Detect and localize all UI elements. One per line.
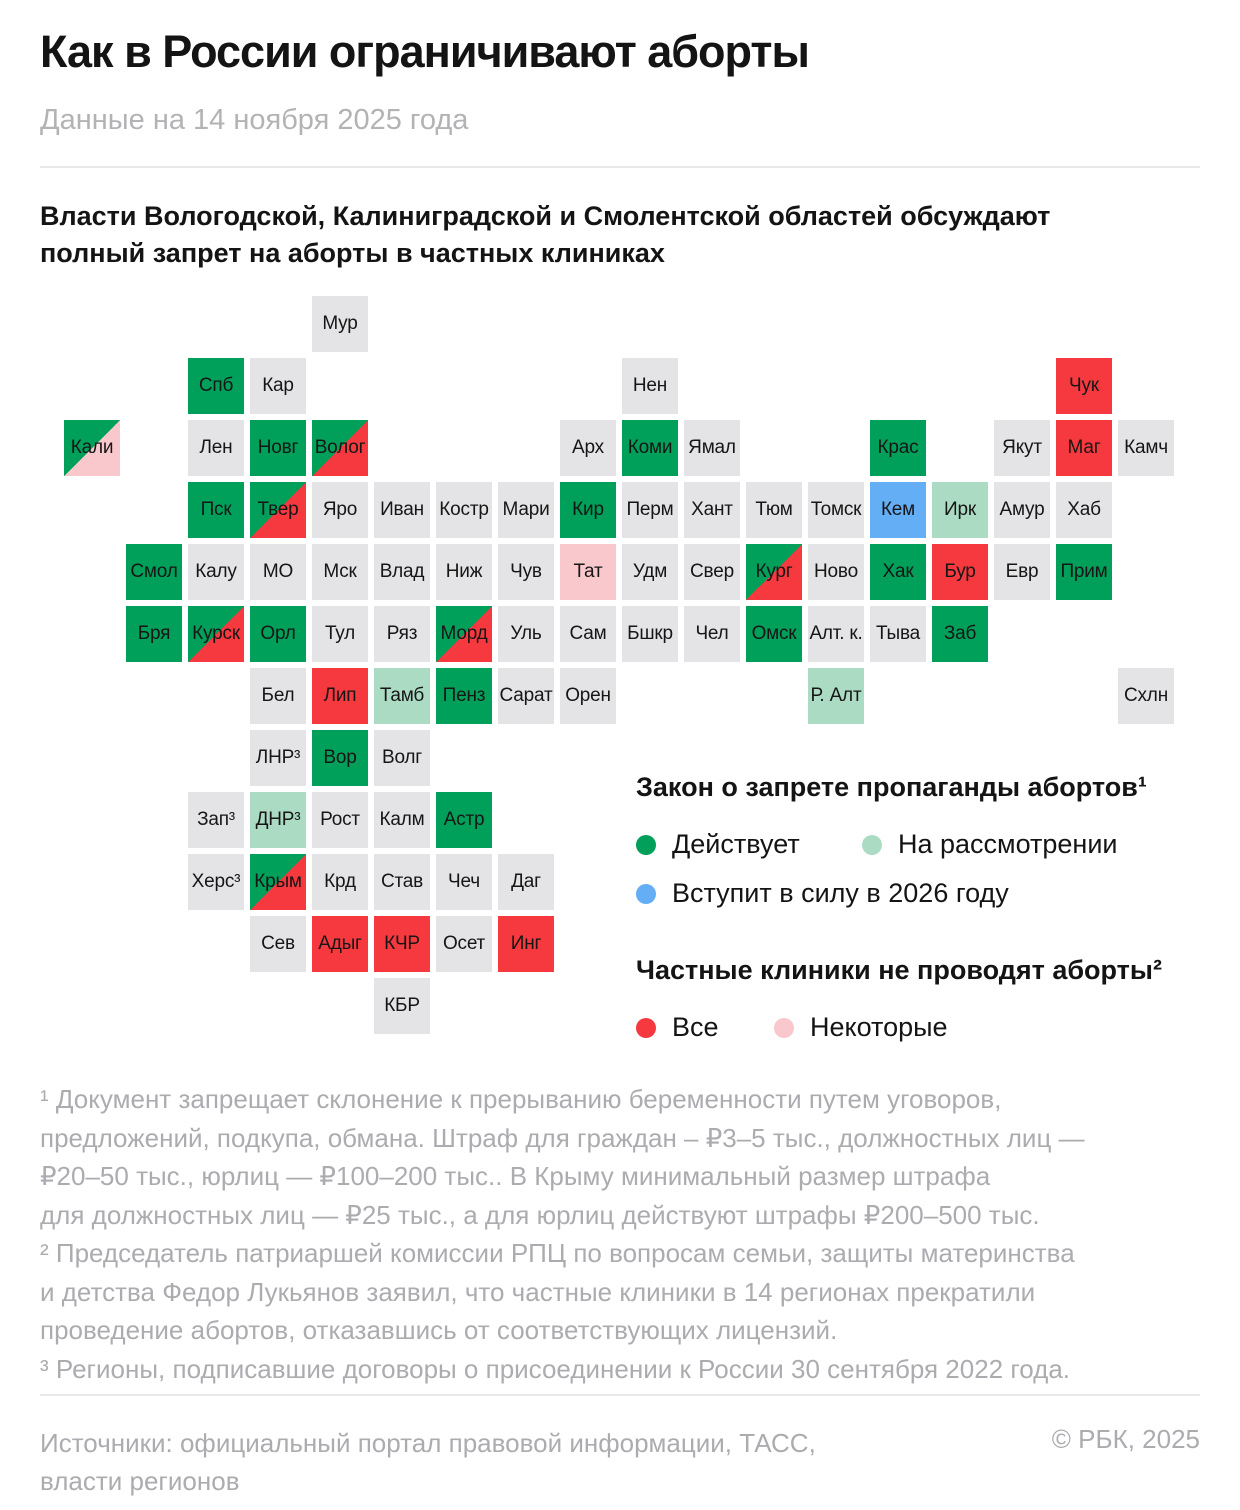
region-label: Амур <box>999 499 1045 520</box>
region-tile <box>808 668 864 724</box>
region-tile <box>870 606 926 662</box>
region-label: Кар <box>262 375 294 396</box>
region-label: Морд <box>440 623 488 644</box>
region-tile <box>870 420 926 476</box>
footnote-line: предложений, подкупа, обмана. Штраф для граждан – ₽3–5 тыс., должностных лиц — <box>40 1122 1085 1153</box>
region-label: Зап³ <box>197 809 235 830</box>
region-label: Удм <box>632 561 668 582</box>
region-tile <box>374 978 430 1034</box>
region-label: Мари <box>502 499 550 520</box>
region-tile <box>188 420 244 476</box>
footnote-line: ² Председатель патриаршей комиссии РПЦ по вопросам семьи, защиты материнства <box>40 1238 1075 1268</box>
region-tile <box>250 792 306 848</box>
region-label: Томск <box>810 499 862 520</box>
region-tile <box>436 792 492 848</box>
region-tile <box>374 606 430 662</box>
region-tile <box>250 482 306 538</box>
clinics-some-dot-icon <box>774 1018 794 1038</box>
legend-item-law-2026 <box>636 878 1009 909</box>
region-tile <box>250 916 306 972</box>
region-label: Крым <box>254 871 302 892</box>
region-label: Маг <box>1067 437 1101 458</box>
region-tile <box>560 668 616 724</box>
region-label: Иван <box>380 499 424 520</box>
region-tile <box>684 544 740 600</box>
region-label: Яро <box>322 499 358 520</box>
region-tile <box>746 544 802 600</box>
region-tile <box>188 854 244 910</box>
region-label: Коми <box>627 437 673 458</box>
legend-row <box>636 1012 1206 1043</box>
region-tile <box>312 668 368 724</box>
region-label: Свер <box>690 561 734 582</box>
region-label: Волг <box>381 747 423 768</box>
region-tile <box>498 482 554 538</box>
region-label: Астр <box>443 809 485 830</box>
region-label: Лен <box>199 437 233 458</box>
page-subtitle: Данные на 14 ноября 2025 года <box>40 104 469 136</box>
region-label: Кем <box>880 499 916 520</box>
region-tile <box>1118 668 1174 724</box>
region-tile <box>622 358 678 414</box>
region-tile <box>374 916 430 972</box>
region-label: Мур <box>322 313 358 334</box>
region-tile <box>250 606 306 662</box>
region-label: Сев <box>261 933 295 954</box>
region-tile <box>622 482 678 538</box>
legend-item-law-active <box>636 829 862 860</box>
region-tile <box>374 482 430 538</box>
region-label: Новг <box>257 437 299 458</box>
law-2026-dot-icon <box>636 884 656 904</box>
region-label: Чел <box>695 623 729 644</box>
region-label: Херс³ <box>191 871 241 892</box>
region-tile <box>126 544 182 600</box>
region-label: Тамб <box>379 685 425 706</box>
region-tile <box>622 420 678 476</box>
region-tile <box>250 358 306 414</box>
region-tile <box>622 544 678 600</box>
sources-line: власти регионов <box>40 1466 240 1496</box>
region-label: Р. Алт <box>810 685 862 706</box>
region-tile <box>994 482 1050 538</box>
law-active-dot-icon <box>636 835 656 855</box>
region-label: Ряз <box>386 623 418 644</box>
region-tile <box>436 606 492 662</box>
region-label: Тул <box>324 623 356 644</box>
region-label: Бря <box>137 623 171 644</box>
region-label: Калу <box>195 561 237 582</box>
region-tile <box>188 606 244 662</box>
region-tile <box>870 544 926 600</box>
region-tile <box>498 916 554 972</box>
region-label: Калм <box>379 809 425 830</box>
region-tile <box>498 606 554 662</box>
footnotes <box>40 1080 1085 1388</box>
region-tile <box>994 544 1050 600</box>
footnote-line: и детства Федор Лукьянов заявил, что частные клиники в 14 регионах прекратили <box>40 1276 1036 1307</box>
region-tile <box>312 854 368 910</box>
legend-item-clinics-all <box>636 1012 774 1043</box>
legend-item-label: Некоторые <box>810 1012 948 1042</box>
region-label: Заб <box>943 623 977 644</box>
region-tile <box>498 854 554 910</box>
region-label: Курск <box>192 623 240 644</box>
region-tile <box>250 668 306 724</box>
region-label: Пенз <box>442 685 486 706</box>
sources <box>40 1424 816 1500</box>
region-tile <box>1056 544 1112 600</box>
region-label: Хак <box>882 561 914 582</box>
region-tile <box>312 544 368 600</box>
region-tile <box>374 730 430 786</box>
region-tile <box>188 544 244 600</box>
region-label: Схлн <box>1123 685 1168 706</box>
region-tile <box>684 482 740 538</box>
region-label: Рост <box>320 809 360 830</box>
region-label: Уль <box>510 623 542 644</box>
region-label: Тыва <box>875 623 921 644</box>
region-tile <box>560 482 616 538</box>
legend-item-law-considering <box>862 829 1118 860</box>
region-label: Нен <box>632 375 668 396</box>
footnote-line: ₽20–50 тыс., юрлиц — ₽100–200 тыс.. В Крыму минимальный размер штрафа <box>40 1161 991 1191</box>
footnote-line: ³ Регионы, подписавшие договоры о присоединении к России 30 сентября 2022 года. <box>40 1353 1071 1384</box>
law-considering-dot-icon <box>862 835 882 855</box>
region-label: Адыг <box>318 933 362 954</box>
region-label: Кали <box>70 437 114 458</box>
region-label: Лип <box>323 685 357 706</box>
region-tile <box>1056 482 1112 538</box>
legend-item-label: На рассмотрении <box>898 829 1118 859</box>
clinics-all-dot-icon <box>636 1018 656 1038</box>
region-tile <box>684 606 740 662</box>
region-tile <box>746 482 802 538</box>
region-label: Кург <box>755 561 793 582</box>
region-tile <box>188 482 244 538</box>
intro-line: Власти Вологодской, Калиниградской и Смолентской областей обсуждают <box>40 201 1051 231</box>
region-label: ЛНР³ <box>255 747 301 768</box>
region-tile <box>374 854 430 910</box>
region-label: Орен <box>565 685 611 706</box>
region-tile <box>250 544 306 600</box>
region-tile <box>560 544 616 600</box>
region-label: Костр <box>439 499 489 520</box>
region-label: Осет <box>442 933 486 954</box>
region-tile <box>436 544 492 600</box>
region-label: Крд <box>324 871 356 892</box>
sources-line: Источники: официальный портал правовой информации, ТАСС, <box>40 1428 816 1458</box>
region-label: КБР <box>384 995 420 1016</box>
region-tile <box>498 668 554 724</box>
region-label: Смол <box>130 561 178 582</box>
region-tile <box>374 544 430 600</box>
region-tile <box>436 482 492 538</box>
legend-item-clinics-some <box>774 1012 948 1043</box>
footnote-line: для должностных лиц — ₽25 тыс., а для юрлиц действуют штрафы ₽200–500 тыс. <box>40 1199 1040 1230</box>
region-tile <box>1056 358 1112 414</box>
region-label: КЧР <box>384 933 420 954</box>
region-label: Ниж <box>445 561 483 582</box>
region-tile <box>932 544 988 600</box>
region-tile <box>188 358 244 414</box>
region-label: Бшкр <box>627 623 673 644</box>
region-label: Хант <box>691 499 733 520</box>
legend-item-label: Все <box>672 1012 719 1042</box>
legend-law-title: Закон о запрете пропаганды абортов¹ <box>636 772 1147 802</box>
region-tile <box>808 482 864 538</box>
copyright: © РБК, 2025 <box>1051 1424 1200 1454</box>
region-label: Перм <box>626 499 674 520</box>
region-label: Чув <box>510 561 542 582</box>
legend-clinics-title: Частные клиники не проводят аборты² <box>636 955 1162 985</box>
region-label: Якут <box>1002 437 1042 458</box>
region-tile <box>560 606 616 662</box>
region-label: Бур <box>944 561 976 582</box>
region-tile <box>622 606 678 662</box>
region-label: Камч <box>1124 437 1168 458</box>
region-tile <box>312 916 368 972</box>
region-label: Спб <box>198 375 234 396</box>
region-tile <box>808 606 864 662</box>
region-label: Кир <box>572 499 604 520</box>
legend <box>636 772 1206 1061</box>
region-label: Прим <box>1060 561 1108 582</box>
region-tile <box>1056 420 1112 476</box>
region-label: Мск <box>323 561 357 582</box>
region-label: Тат <box>573 561 603 582</box>
region-label: Чук <box>1069 375 1099 396</box>
region-label: Пск <box>200 499 232 520</box>
page-title: Как в России ограничивают аборты <box>40 26 809 77</box>
region-tile <box>560 420 616 476</box>
region-tile <box>1118 420 1174 476</box>
region-label: Ирк <box>944 499 976 520</box>
region-tile <box>312 420 368 476</box>
region-label: Ново <box>814 561 858 582</box>
region-label: Омск <box>751 623 797 644</box>
region-tile <box>746 606 802 662</box>
region-label: Чеч <box>448 871 480 892</box>
region-label: Хаб <box>1067 499 1101 520</box>
region-tile <box>312 606 368 662</box>
region-tile <box>436 916 492 972</box>
region-label: Орл <box>260 623 296 644</box>
region-label: Даг <box>511 871 541 892</box>
region-tile <box>312 792 368 848</box>
region-tile <box>436 854 492 910</box>
region-tile <box>932 606 988 662</box>
region-label: Крас <box>877 437 919 458</box>
footnote-line: проведение абортов, отказавшись от соответствующих лицензий. <box>40 1315 838 1345</box>
region-tile <box>498 544 554 600</box>
region-tile <box>250 420 306 476</box>
region-tile <box>374 792 430 848</box>
region-tile <box>312 296 368 352</box>
legend-row <box>636 878 1206 909</box>
region-label: Тюм <box>755 499 793 520</box>
region-tile <box>870 482 926 538</box>
legend-item-label: Действует <box>672 829 800 859</box>
region-tile <box>374 668 430 724</box>
legend-item-label: Вступит в силу в 2026 году <box>672 878 1009 908</box>
region-label: Волог <box>314 437 366 458</box>
region-tile <box>994 420 1050 476</box>
region-label: Евр <box>1005 561 1039 582</box>
region-tile <box>436 668 492 724</box>
region-label: Бел <box>261 685 295 706</box>
region-tile <box>684 420 740 476</box>
region-tile <box>250 730 306 786</box>
region-tile <box>932 482 988 538</box>
footnote-line: ¹ Документ запрещает склонение к прерыванию беременности путем уговоров, <box>40 1084 1002 1114</box>
region-label: Алт. к. <box>809 623 863 644</box>
region-tile <box>312 730 368 786</box>
region-label: Инг <box>510 933 542 954</box>
region-tile <box>188 792 244 848</box>
region-label: Арх <box>572 437 604 458</box>
region-tile <box>250 854 306 910</box>
region-label: Твер <box>257 499 299 520</box>
region-label: МО <box>262 561 294 582</box>
region-tile <box>126 606 182 662</box>
region-label: Сарат <box>499 685 553 706</box>
intro-line: полный запрет на аборты в частных клиниках <box>40 238 665 268</box>
region-label: Став <box>380 871 424 892</box>
region-tile <box>64 420 120 476</box>
region-label: ДНР³ <box>255 809 301 830</box>
region-label: Сам <box>569 623 607 644</box>
region-label: Ямал <box>688 437 736 458</box>
region-tile <box>312 482 368 538</box>
region-label: Вор <box>323 747 357 768</box>
legend-row <box>636 829 1206 860</box>
region-tile <box>808 544 864 600</box>
bottom-divider <box>40 1394 1200 1396</box>
region-label: Влад <box>379 561 425 582</box>
